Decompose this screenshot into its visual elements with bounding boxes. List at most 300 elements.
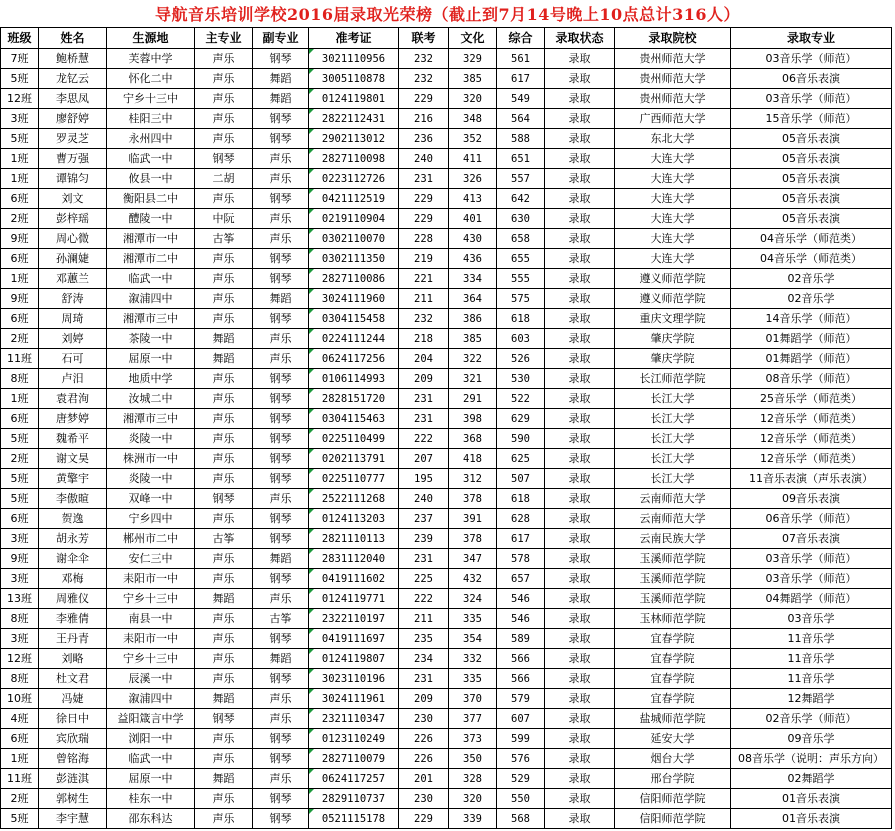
origin-cell: 临武一中 — [107, 269, 195, 289]
culture-score-cell: 329 — [449, 49, 497, 69]
major-cell: 声乐 — [195, 49, 253, 69]
school-cell: 云南师范大学 — [615, 489, 731, 509]
culture-score-cell: 291 — [449, 389, 497, 409]
name-cell: 徐日中 — [39, 709, 107, 729]
status-cell: 录取 — [545, 149, 615, 169]
school-cell: 贵州师范大学 — [615, 89, 731, 109]
status-cell: 录取 — [545, 729, 615, 749]
origin-cell: 邵东科达 — [107, 809, 195, 829]
origin-cell: 湘潭市一中 — [107, 229, 195, 249]
program-cell: 02音乐学 — [731, 289, 892, 309]
culture-score-cell: 332 — [449, 649, 497, 669]
origin-cell: 屈原一中 — [107, 769, 195, 789]
culture-score-cell: 320 — [449, 789, 497, 809]
name-cell: 刘略 — [39, 649, 107, 669]
major-cell: 声乐 — [195, 129, 253, 149]
joint-score-cell: 216 — [399, 109, 449, 129]
school-cell: 邢台学院 — [615, 769, 731, 789]
program-cell: 02舞蹈学 — [731, 769, 892, 789]
minor-cell: 钢琴 — [253, 269, 309, 289]
minor-cell: 钢琴 — [253, 429, 309, 449]
name-cell: 唐梦婷 — [39, 409, 107, 429]
program-cell: 12音乐学（师范类） — [731, 429, 892, 449]
program-cell: 11音乐学 — [731, 669, 892, 689]
joint-score-cell: 236 — [399, 129, 449, 149]
major-cell: 舞蹈 — [195, 329, 253, 349]
class-cell: 2班 — [1, 329, 39, 349]
total-score-cell: 617 — [497, 529, 545, 549]
name-cell: 刘文 — [39, 189, 107, 209]
minor-cell: 古筝 — [253, 609, 309, 629]
culture-score-cell: 364 — [449, 289, 497, 309]
class-cell: 5班 — [1, 129, 39, 149]
table-row — [1, 149, 892, 169]
header-col-minor: 副专业 — [253, 28, 309, 49]
status-cell: 录取 — [545, 209, 615, 229]
program-cell: 11音乐表演（声乐表演） — [731, 469, 892, 489]
school-cell: 大连大学 — [615, 149, 731, 169]
status-cell: 录取 — [545, 509, 615, 529]
major-cell: 声乐 — [195, 69, 253, 89]
program-cell: 04音乐学（师范类） — [731, 249, 892, 269]
school-cell: 长江大学 — [615, 429, 731, 449]
minor-cell: 钢琴 — [253, 449, 309, 469]
minor-cell: 舞蹈 — [253, 289, 309, 309]
culture-score-cell: 347 — [449, 549, 497, 569]
class-cell: 12班 — [1, 89, 39, 109]
origin-cell: 浏阳一中 — [107, 729, 195, 749]
class-cell: 5班 — [1, 469, 39, 489]
class-cell: 2班 — [1, 209, 39, 229]
total-score-cell: 618 — [497, 309, 545, 329]
joint-score-cell: 195 — [399, 469, 449, 489]
table-row — [1, 49, 892, 69]
program-cell: 15音乐学（师范） — [731, 109, 892, 129]
major-cell: 古筝 — [195, 529, 253, 549]
status-cell: 录取 — [545, 109, 615, 129]
name-cell: 黄擎宇 — [39, 469, 107, 489]
exam-id-cell: 0302111350 — [309, 249, 399, 269]
exam-id-cell: 0124119807 — [309, 649, 399, 669]
header-col-exam-id: 准考证 — [309, 28, 399, 49]
school-cell: 大连大学 — [615, 229, 731, 249]
total-score-cell: 575 — [497, 289, 545, 309]
name-cell: 彭梓瑶 — [39, 209, 107, 229]
origin-cell: 湘潭市三中 — [107, 309, 195, 329]
class-cell: 1班 — [1, 749, 39, 769]
minor-cell: 钢琴 — [253, 389, 309, 409]
origin-cell: 南县一中 — [107, 609, 195, 629]
minor-cell: 声乐 — [253, 589, 309, 609]
table-row — [1, 309, 892, 329]
joint-score-cell: 229 — [399, 209, 449, 229]
class-cell: 4班 — [1, 709, 39, 729]
origin-cell: 茶陵一中 — [107, 329, 195, 349]
class-cell: 5班 — [1, 809, 39, 829]
program-cell: 02音乐学（师范） — [731, 709, 892, 729]
status-cell: 录取 — [545, 689, 615, 709]
exam-id-cell: 3024111961 — [309, 689, 399, 709]
header-col-major: 主专业 — [195, 28, 253, 49]
admission-table — [0, 27, 892, 829]
program-cell: 08音乐学（说明：声乐方向） — [731, 749, 892, 769]
status-cell: 录取 — [545, 629, 615, 649]
major-cell: 声乐 — [195, 269, 253, 289]
exam-id-cell: 0419111697 — [309, 629, 399, 649]
header-col-class: 班级 — [1, 28, 39, 49]
minor-cell: 声乐 — [253, 209, 309, 229]
school-cell: 肇庆学院 — [615, 329, 731, 349]
culture-score-cell: 335 — [449, 609, 497, 629]
name-cell: 李傲暄 — [39, 489, 107, 509]
exam-id-cell: 0624117257 — [309, 769, 399, 789]
total-score-cell: 657 — [497, 569, 545, 589]
joint-score-cell: 231 — [399, 549, 449, 569]
program-cell: 02音乐学 — [731, 269, 892, 289]
total-score-cell: 599 — [497, 729, 545, 749]
school-cell: 重庆文理学院 — [615, 309, 731, 329]
table-row — [1, 369, 892, 389]
class-cell: 9班 — [1, 229, 39, 249]
page-title: 导航音乐培训学校2016届录取光荣榜（截止到7月14号晚上10点总计316人） — [154, 5, 741, 24]
table-row — [1, 469, 892, 489]
origin-cell: 炎陵一中 — [107, 469, 195, 489]
minor-cell: 声乐 — [253, 229, 309, 249]
joint-score-cell: 231 — [399, 669, 449, 689]
name-cell: 孙澜婕 — [39, 249, 107, 269]
program-cell: 04舞蹈学（师范） — [731, 589, 892, 609]
joint-score-cell: 232 — [399, 69, 449, 89]
origin-cell: 攸县一中 — [107, 169, 195, 189]
table-row — [1, 749, 892, 769]
minor-cell: 钢琴 — [253, 369, 309, 389]
status-cell: 录取 — [545, 169, 615, 189]
table-row — [1, 769, 892, 789]
program-cell: 06音乐学（师范） — [731, 509, 892, 529]
exam-id-cell: 3021110956 — [309, 49, 399, 69]
joint-score-cell: 239 — [399, 529, 449, 549]
origin-cell: 桂阳三中 — [107, 109, 195, 129]
program-cell: 03音乐学 — [731, 609, 892, 629]
joint-score-cell: 237 — [399, 509, 449, 529]
status-cell: 录取 — [545, 809, 615, 829]
table-row — [1, 249, 892, 269]
minor-cell: 钢琴 — [253, 109, 309, 129]
program-cell: 04音乐学（师范类） — [731, 229, 892, 249]
culture-score-cell: 370 — [449, 689, 497, 709]
joint-score-cell: 232 — [399, 309, 449, 329]
minor-cell: 舞蹈 — [253, 89, 309, 109]
status-cell: 录取 — [545, 329, 615, 349]
joint-score-cell: 231 — [399, 389, 449, 409]
program-cell: 07音乐表演 — [731, 529, 892, 549]
class-cell: 11班 — [1, 769, 39, 789]
class-cell: 5班 — [1, 69, 39, 89]
class-cell: 6班 — [1, 309, 39, 329]
class-cell: 10班 — [1, 689, 39, 709]
program-cell: 12音乐学（师范类） — [731, 409, 892, 429]
class-cell: 2班 — [1, 449, 39, 469]
origin-cell: 安仁三中 — [107, 549, 195, 569]
total-score-cell: 568 — [497, 809, 545, 829]
name-cell: 郭树生 — [39, 789, 107, 809]
joint-score-cell: 229 — [399, 189, 449, 209]
origin-cell: 临武一中 — [107, 749, 195, 769]
school-cell: 东北大学 — [615, 129, 731, 149]
exam-id-cell: 0419111602 — [309, 569, 399, 589]
program-cell: 01音乐表演 — [731, 809, 892, 829]
name-cell: 王丹青 — [39, 629, 107, 649]
joint-score-cell: 207 — [399, 449, 449, 469]
origin-cell: 宁乡四中 — [107, 509, 195, 529]
major-cell: 声乐 — [195, 189, 253, 209]
school-cell: 长江大学 — [615, 409, 731, 429]
joint-score-cell: 235 — [399, 629, 449, 649]
status-cell: 录取 — [545, 229, 615, 249]
school-cell: 宜春学院 — [615, 669, 731, 689]
total-score-cell: 617 — [497, 69, 545, 89]
major-cell: 钢琴 — [195, 149, 253, 169]
school-cell: 长江师范学院 — [615, 369, 731, 389]
school-cell: 玉溪师范学院 — [615, 549, 731, 569]
total-score-cell: 579 — [497, 689, 545, 709]
status-cell: 录取 — [545, 649, 615, 669]
table-row — [1, 549, 892, 569]
culture-score-cell: 430 — [449, 229, 497, 249]
program-cell: 05音乐表演 — [731, 149, 892, 169]
origin-cell: 炎陵一中 — [107, 429, 195, 449]
origin-cell: 耒阳市一中 — [107, 629, 195, 649]
school-cell: 信阳师范学院 — [615, 789, 731, 809]
school-cell: 肇庆学院 — [615, 349, 731, 369]
class-cell: 13班 — [1, 589, 39, 609]
major-cell: 舞蹈 — [195, 689, 253, 709]
school-cell: 延安大学 — [615, 729, 731, 749]
class-cell: 3班 — [1, 569, 39, 589]
program-cell: 06音乐表演 — [731, 69, 892, 89]
culture-score-cell: 373 — [449, 729, 497, 749]
name-cell: 卢汨 — [39, 369, 107, 389]
joint-score-cell: 230 — [399, 789, 449, 809]
minor-cell: 钢琴 — [253, 249, 309, 269]
table-row — [1, 709, 892, 729]
total-score-cell: 630 — [497, 209, 545, 229]
exam-id-cell: 2821110113 — [309, 529, 399, 549]
table-row — [1, 529, 892, 549]
origin-cell: 湘潭市三中 — [107, 409, 195, 429]
minor-cell: 声乐 — [253, 709, 309, 729]
culture-score-cell: 368 — [449, 429, 497, 449]
status-cell: 录取 — [545, 529, 615, 549]
status-cell: 录取 — [545, 89, 615, 109]
minor-cell: 钢琴 — [253, 789, 309, 809]
exam-id-cell: 2522111268 — [309, 489, 399, 509]
total-score-cell: 526 — [497, 349, 545, 369]
culture-score-cell: 436 — [449, 249, 497, 269]
table-row — [1, 689, 892, 709]
status-cell: 录取 — [545, 249, 615, 269]
culture-score-cell: 413 — [449, 189, 497, 209]
total-score-cell: 507 — [497, 469, 545, 489]
exam-id-cell: 0124119771 — [309, 589, 399, 609]
major-cell: 钢琴 — [195, 489, 253, 509]
school-cell: 大连大学 — [615, 209, 731, 229]
total-score-cell: 576 — [497, 749, 545, 769]
culture-score-cell: 326 — [449, 169, 497, 189]
minor-cell: 钢琴 — [253, 129, 309, 149]
joint-score-cell: 204 — [399, 349, 449, 369]
culture-score-cell: 378 — [449, 489, 497, 509]
joint-score-cell: 226 — [399, 729, 449, 749]
exam-id-cell: 2827110098 — [309, 149, 399, 169]
table-row — [1, 789, 892, 809]
major-cell: 中阮 — [195, 209, 253, 229]
name-cell: 曹万强 — [39, 149, 107, 169]
exam-id-cell: 0304115463 — [309, 409, 399, 429]
class-cell: 6班 — [1, 409, 39, 429]
school-cell: 云南师范大学 — [615, 509, 731, 529]
class-cell: 9班 — [1, 549, 39, 569]
culture-score-cell: 321 — [449, 369, 497, 389]
name-cell: 李思凤 — [39, 89, 107, 109]
culture-score-cell: 377 — [449, 709, 497, 729]
status-cell: 录取 — [545, 189, 615, 209]
culture-score-cell: 350 — [449, 749, 497, 769]
exam-id-cell: 3023110196 — [309, 669, 399, 689]
total-score-cell: 555 — [497, 269, 545, 289]
origin-cell: 宁乡十三中 — [107, 89, 195, 109]
culture-score-cell: 432 — [449, 569, 497, 589]
table-row — [1, 629, 892, 649]
program-cell: 11音乐学 — [731, 649, 892, 669]
name-cell: 邓梅 — [39, 569, 107, 589]
total-score-cell: 651 — [497, 149, 545, 169]
major-cell: 声乐 — [195, 809, 253, 829]
major-cell: 舞蹈 — [195, 349, 253, 369]
name-cell: 胡永芳 — [39, 529, 107, 549]
culture-score-cell: 320 — [449, 89, 497, 109]
minor-cell: 钢琴 — [253, 629, 309, 649]
exam-id-cell: 3005110878 — [309, 69, 399, 89]
school-cell: 广西师范大学 — [615, 109, 731, 129]
joint-score-cell: 211 — [399, 609, 449, 629]
header-col-school: 录取院校 — [615, 28, 731, 49]
major-cell: 声乐 — [195, 569, 253, 589]
header-row — [1, 28, 892, 49]
class-cell: 2班 — [1, 789, 39, 809]
total-score-cell: 642 — [497, 189, 545, 209]
total-score-cell: 546 — [497, 609, 545, 629]
name-cell: 廖舒婷 — [39, 109, 107, 129]
class-cell: 6班 — [1, 729, 39, 749]
total-score-cell: 529 — [497, 769, 545, 789]
exam-id-cell: 0421112519 — [309, 189, 399, 209]
school-cell: 宜春学院 — [615, 689, 731, 709]
minor-cell: 钢琴 — [253, 409, 309, 429]
total-score-cell: 530 — [497, 369, 545, 389]
total-score-cell: 549 — [497, 89, 545, 109]
program-cell: 03音乐学（师范） — [731, 569, 892, 589]
exam-id-cell: 0225110777 — [309, 469, 399, 489]
class-cell: 6班 — [1, 189, 39, 209]
total-score-cell: 658 — [497, 229, 545, 249]
header-col-status: 录取状态 — [545, 28, 615, 49]
status-cell: 录取 — [545, 749, 615, 769]
culture-score-cell: 354 — [449, 629, 497, 649]
exam-id-cell: 0202113791 — [309, 449, 399, 469]
minor-cell: 钢琴 — [253, 669, 309, 689]
status-cell: 录取 — [545, 409, 615, 429]
major-cell: 声乐 — [195, 749, 253, 769]
school-cell: 玉溪师范学院 — [615, 589, 731, 609]
exam-id-cell: 0304115458 — [309, 309, 399, 329]
joint-score-cell: 226 — [399, 749, 449, 769]
minor-cell: 钢琴 — [253, 49, 309, 69]
major-cell: 声乐 — [195, 669, 253, 689]
school-cell: 遵义师范学院 — [615, 269, 731, 289]
program-cell: 09音乐表演 — [731, 489, 892, 509]
joint-score-cell: 225 — [399, 569, 449, 589]
status-cell: 录取 — [545, 389, 615, 409]
exam-id-cell: 3024111960 — [309, 289, 399, 309]
status-cell: 录取 — [545, 49, 615, 69]
exam-id-cell: 0302110070 — [309, 229, 399, 249]
joint-score-cell: 230 — [399, 709, 449, 729]
culture-score-cell: 411 — [449, 149, 497, 169]
culture-score-cell: 312 — [449, 469, 497, 489]
school-cell: 信阳师范学院 — [615, 809, 731, 829]
school-cell: 长江大学 — [615, 449, 731, 469]
table-row — [1, 589, 892, 609]
total-score-cell: 557 — [497, 169, 545, 189]
culture-score-cell: 335 — [449, 669, 497, 689]
class-cell: 6班 — [1, 249, 39, 269]
major-cell: 声乐 — [195, 649, 253, 669]
major-cell: 声乐 — [195, 609, 253, 629]
status-cell: 录取 — [545, 769, 615, 789]
name-cell: 舒涛 — [39, 289, 107, 309]
minor-cell: 声乐 — [253, 769, 309, 789]
program-cell: 05音乐表演 — [731, 189, 892, 209]
minor-cell: 钢琴 — [253, 469, 309, 489]
name-cell: 周雅仪 — [39, 589, 107, 609]
name-cell: 魏希平 — [39, 429, 107, 449]
joint-score-cell: 219 — [399, 249, 449, 269]
major-cell: 声乐 — [195, 109, 253, 129]
origin-cell: 益阳箴言中学 — [107, 709, 195, 729]
joint-score-cell: 232 — [399, 49, 449, 69]
name-cell: 谢文昊 — [39, 449, 107, 469]
exam-id-cell: 0624117256 — [309, 349, 399, 369]
school-cell: 玉溪师范学院 — [615, 569, 731, 589]
minor-cell: 钢琴 — [253, 189, 309, 209]
class-cell: 9班 — [1, 289, 39, 309]
exam-id-cell: 0124113203 — [309, 509, 399, 529]
exam-id-cell: 2322110197 — [309, 609, 399, 629]
exam-id-cell: 2827110086 — [309, 269, 399, 289]
major-cell: 声乐 — [195, 429, 253, 449]
name-cell: 冯婕 — [39, 689, 107, 709]
status-cell: 录取 — [545, 489, 615, 509]
table-row — [1, 329, 892, 349]
school-cell: 玉林师范学院 — [615, 609, 731, 629]
origin-cell: 宁乡十三中 — [107, 589, 195, 609]
header-col-origin: 生源地 — [107, 28, 195, 49]
culture-score-cell: 386 — [449, 309, 497, 329]
table-row — [1, 809, 892, 829]
major-cell: 声乐 — [195, 629, 253, 649]
status-cell: 录取 — [545, 569, 615, 589]
